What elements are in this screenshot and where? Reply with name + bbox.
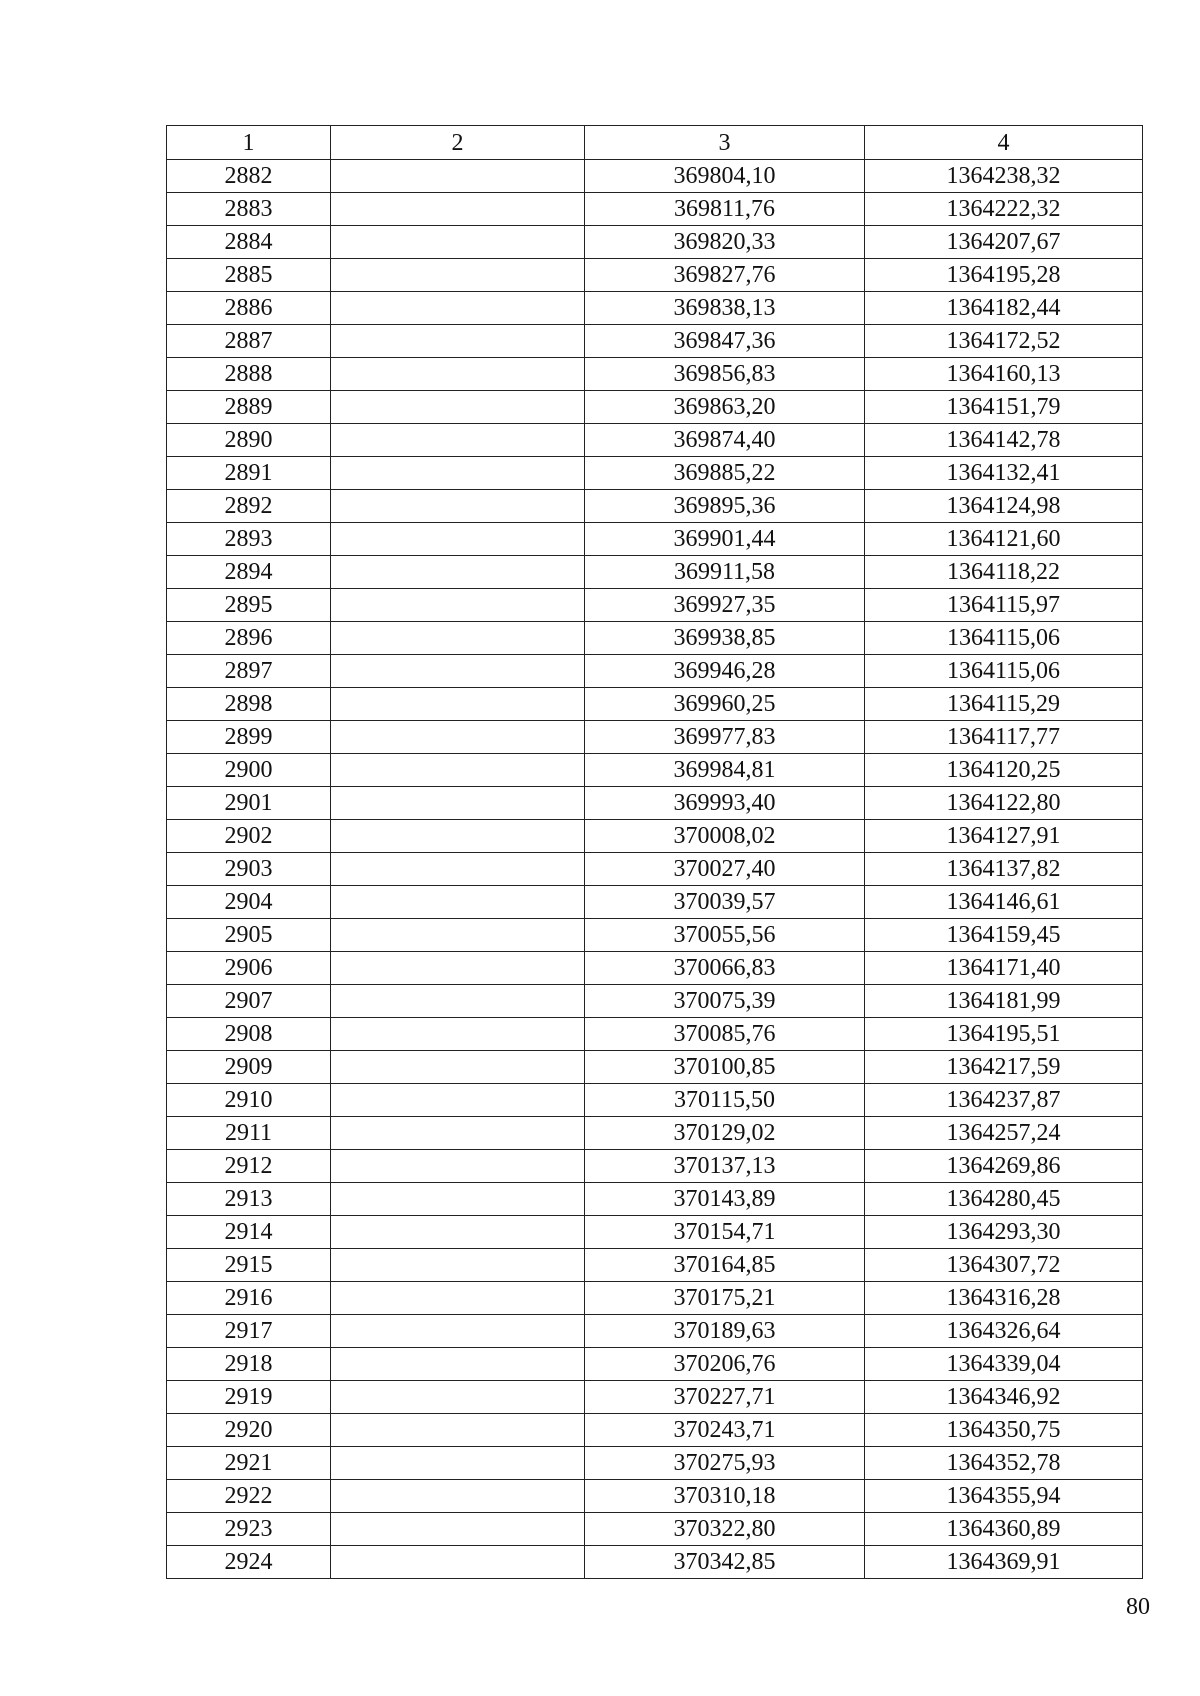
table-row: [167, 985, 1143, 1018]
table-row: [167, 226, 1143, 259]
table-row: [167, 358, 1143, 391]
table-header: [167, 126, 1143, 160]
y-coordinate-cell: 1364115,06: [865, 655, 1143, 688]
page-number: 80: [1126, 1594, 1150, 1620]
point-number-cell: 2887: [167, 325, 331, 358]
column-2-cell: [331, 1315, 585, 1348]
x-coordinate-cell: 370085,76: [585, 1018, 865, 1051]
x-coordinate-cell: 369927,35: [585, 589, 865, 622]
column-2-cell: [331, 193, 585, 226]
x-coordinate-cell: 370189,63: [585, 1315, 865, 1348]
column-2-cell: [331, 952, 585, 985]
y-coordinate-cell: 1364160,13: [865, 358, 1143, 391]
table-row: [167, 523, 1143, 556]
x-coordinate-cell: 370175,21: [585, 1282, 865, 1315]
y-coordinate-cell: 1364118,22: [865, 556, 1143, 589]
column-2-cell: [331, 688, 585, 721]
y-coordinate-cell: 1364355,94: [865, 1480, 1143, 1513]
table-row: [167, 589, 1143, 622]
table-row: [167, 622, 1143, 655]
column-2-cell: [331, 1381, 585, 1414]
column-2-cell: [331, 556, 585, 589]
column-2-cell: [331, 160, 585, 193]
point-number-cell: 2903: [167, 853, 331, 886]
point-number-cell: 2897: [167, 655, 331, 688]
point-number-cell: 2923: [167, 1513, 331, 1546]
point-number-cell: 2900: [167, 754, 331, 787]
x-coordinate-cell: 369901,44: [585, 523, 865, 556]
point-number-cell: 2901: [167, 787, 331, 820]
x-coordinate-cell: 370129,02: [585, 1117, 865, 1150]
column-2-cell: [331, 985, 585, 1018]
point-number-cell: 2907: [167, 985, 331, 1018]
y-coordinate-cell: 1364326,64: [865, 1315, 1143, 1348]
table-body: [167, 160, 1143, 1579]
point-number-cell: 2894: [167, 556, 331, 589]
x-coordinate-cell: 369946,28: [585, 655, 865, 688]
column-2-cell: [331, 919, 585, 952]
x-coordinate-cell: 369977,83: [585, 721, 865, 754]
y-coordinate-cell: 1364222,32: [865, 193, 1143, 226]
y-coordinate-cell: 1364115,97: [865, 589, 1143, 622]
table-row: [167, 1480, 1143, 1513]
column-2-cell: [331, 787, 585, 820]
y-coordinate-cell: 1364237,87: [865, 1084, 1143, 1117]
x-coordinate-cell: 369820,33: [585, 226, 865, 259]
x-coordinate-cell: 370039,57: [585, 886, 865, 919]
point-number-cell: 2920: [167, 1414, 331, 1447]
x-coordinate-cell: 370154,71: [585, 1216, 865, 1249]
point-number-cell: 2921: [167, 1447, 331, 1480]
y-coordinate-cell: 1364171,40: [865, 952, 1143, 985]
table-row: [167, 1381, 1143, 1414]
y-coordinate-cell: 1364146,61: [865, 886, 1143, 919]
point-number-cell: 2892: [167, 490, 331, 523]
table-row: [167, 1282, 1143, 1315]
column-2-cell: [331, 259, 585, 292]
column-2-cell: [331, 1447, 585, 1480]
x-coordinate-cell: 370115,50: [585, 1084, 865, 1117]
table-row: [167, 490, 1143, 523]
x-coordinate-cell: 369895,36: [585, 490, 865, 523]
table-row: [167, 1117, 1143, 1150]
y-coordinate-cell: 1364151,79: [865, 391, 1143, 424]
x-coordinate-cell: 370055,56: [585, 919, 865, 952]
table-row: [167, 721, 1143, 754]
column-2-cell: [331, 589, 585, 622]
y-coordinate-cell: 1364369,91: [865, 1546, 1143, 1579]
y-coordinate-cell: 1364352,78: [865, 1447, 1143, 1480]
column-2-cell: [331, 1480, 585, 1513]
x-coordinate-cell: 370100,85: [585, 1051, 865, 1084]
table-row: [167, 259, 1143, 292]
column-2-cell: [331, 325, 585, 358]
y-coordinate-cell: 1364293,30: [865, 1216, 1143, 1249]
column-2-cell: [331, 1414, 585, 1447]
x-coordinate-cell: 369993,40: [585, 787, 865, 820]
x-coordinate-cell: 369911,58: [585, 556, 865, 589]
table-row: [167, 655, 1143, 688]
x-coordinate-cell: 370008,02: [585, 820, 865, 853]
y-coordinate-cell: 1364182,44: [865, 292, 1143, 325]
y-coordinate-cell: 1364360,89: [865, 1513, 1143, 1546]
table-row: [167, 820, 1143, 853]
column-2-cell: [331, 523, 585, 556]
header-cell-1: 1: [167, 126, 331, 160]
table-row: [167, 1315, 1143, 1348]
y-coordinate-cell: 1364115,06: [865, 622, 1143, 655]
table-row: [167, 193, 1143, 226]
point-number-cell: 2895: [167, 589, 331, 622]
x-coordinate-cell: 369838,13: [585, 292, 865, 325]
column-2-cell: [331, 1183, 585, 1216]
column-2-cell: [331, 721, 585, 754]
y-coordinate-cell: 1364238,32: [865, 160, 1143, 193]
y-coordinate-cell: 1364127,91: [865, 820, 1143, 853]
y-coordinate-cell: 1364316,28: [865, 1282, 1143, 1315]
y-coordinate-cell: 1364115,29: [865, 688, 1143, 721]
x-coordinate-cell: 370342,85: [585, 1546, 865, 1579]
column-2-cell: [331, 358, 585, 391]
y-coordinate-cell: 1364280,45: [865, 1183, 1143, 1216]
column-2-cell: [331, 1282, 585, 1315]
point-number-cell: 2902: [167, 820, 331, 853]
x-coordinate-cell: 369863,20: [585, 391, 865, 424]
y-coordinate-cell: 1364132,41: [865, 457, 1143, 490]
point-number-cell: 2919: [167, 1381, 331, 1414]
x-coordinate-cell: 370164,85: [585, 1249, 865, 1282]
column-2-cell: [331, 1249, 585, 1282]
y-coordinate-cell: 1364350,75: [865, 1414, 1143, 1447]
header-row: [167, 126, 1143, 160]
column-2-cell: [331, 820, 585, 853]
point-number-cell: 2922: [167, 1480, 331, 1513]
point-number-cell: 2904: [167, 886, 331, 919]
table-row: [167, 1348, 1143, 1381]
point-number-cell: 2896: [167, 622, 331, 655]
y-coordinate-cell: 1364159,45: [865, 919, 1143, 952]
header-cell-2: 2: [331, 126, 585, 160]
table-row: [167, 787, 1143, 820]
table-row: [167, 1513, 1143, 1546]
x-coordinate-cell: 369938,85: [585, 622, 865, 655]
x-coordinate-cell: 370275,93: [585, 1447, 865, 1480]
y-coordinate-cell: 1364117,77: [865, 721, 1143, 754]
point-number-cell: 2911: [167, 1117, 331, 1150]
x-coordinate-cell: 370075,39: [585, 985, 865, 1018]
y-coordinate-cell: 1364217,59: [865, 1051, 1143, 1084]
table-row: [167, 325, 1143, 358]
column-2-cell: [331, 754, 585, 787]
column-2-cell: [331, 1216, 585, 1249]
x-coordinate-cell: 370310,18: [585, 1480, 865, 1513]
x-coordinate-cell: 369960,25: [585, 688, 865, 721]
point-number-cell: 2908: [167, 1018, 331, 1051]
point-number-cell: 2912: [167, 1150, 331, 1183]
x-coordinate-cell: 369885,22: [585, 457, 865, 490]
table-row: [167, 1051, 1143, 1084]
table-row: [167, 886, 1143, 919]
table-row: [167, 457, 1143, 490]
y-coordinate-cell: 1364122,80: [865, 787, 1143, 820]
column-2-cell: [331, 1051, 585, 1084]
x-coordinate-cell: 370322,80: [585, 1513, 865, 1546]
point-number-cell: 2917: [167, 1315, 331, 1348]
point-number-cell: 2893: [167, 523, 331, 556]
table-row: [167, 1249, 1143, 1282]
table-row: [167, 1018, 1143, 1051]
table-row: [167, 919, 1143, 952]
x-coordinate-cell: 369984,81: [585, 754, 865, 787]
coordinates-table: [166, 125, 1143, 1579]
column-2-cell: [331, 292, 585, 325]
x-coordinate-cell: 370066,83: [585, 952, 865, 985]
x-coordinate-cell: 369847,36: [585, 325, 865, 358]
x-coordinate-cell: 370243,71: [585, 1414, 865, 1447]
table-row: [167, 556, 1143, 589]
header-cell-4: 4: [865, 126, 1143, 160]
table-row: [167, 688, 1143, 721]
point-number-cell: 2882: [167, 160, 331, 193]
point-number-cell: 2885: [167, 259, 331, 292]
column-2-cell: [331, 424, 585, 457]
y-coordinate-cell: 1364120,25: [865, 754, 1143, 787]
y-coordinate-cell: 1364269,86: [865, 1150, 1143, 1183]
table-row: [167, 1546, 1143, 1579]
point-number-cell: 2905: [167, 919, 331, 952]
column-2-cell: [331, 1348, 585, 1381]
x-coordinate-cell: 370143,89: [585, 1183, 865, 1216]
point-number-cell: 2918: [167, 1348, 331, 1381]
point-number-cell: 2924: [167, 1546, 331, 1579]
point-number-cell: 2886: [167, 292, 331, 325]
point-number-cell: 2898: [167, 688, 331, 721]
header-cell-3: 3: [585, 126, 865, 160]
column-2-cell: [331, 655, 585, 688]
point-number-cell: 2888: [167, 358, 331, 391]
point-number-cell: 2906: [167, 952, 331, 985]
x-coordinate-cell: 370206,76: [585, 1348, 865, 1381]
point-number-cell: 2915: [167, 1249, 331, 1282]
point-number-cell: 2909: [167, 1051, 331, 1084]
column-2-cell: [331, 1546, 585, 1579]
point-number-cell: 2889: [167, 391, 331, 424]
column-2-cell: [331, 1117, 585, 1150]
table-row: [167, 391, 1143, 424]
column-2-cell: [331, 886, 585, 919]
column-2-cell: [331, 391, 585, 424]
x-coordinate-cell: 369804,10: [585, 160, 865, 193]
table-row: [167, 424, 1143, 457]
y-coordinate-cell: 1364307,72: [865, 1249, 1143, 1282]
x-coordinate-cell: 369874,40: [585, 424, 865, 457]
y-coordinate-cell: 1364195,51: [865, 1018, 1143, 1051]
column-2-cell: [331, 1513, 585, 1546]
x-coordinate-cell: 369827,76: [585, 259, 865, 292]
y-coordinate-cell: 1364339,04: [865, 1348, 1143, 1381]
y-coordinate-cell: 1364195,28: [865, 259, 1143, 292]
y-coordinate-cell: 1364207,67: [865, 226, 1143, 259]
table-row: [167, 754, 1143, 787]
y-coordinate-cell: 1364121,60: [865, 523, 1143, 556]
table-row: [167, 1447, 1143, 1480]
y-coordinate-cell: 1364346,92: [865, 1381, 1143, 1414]
column-2-cell: [331, 622, 585, 655]
column-2-cell: [331, 457, 585, 490]
column-2-cell: [331, 226, 585, 259]
point-number-cell: 2913: [167, 1183, 331, 1216]
y-coordinate-cell: 1364142,78: [865, 424, 1143, 457]
column-2-cell: [331, 853, 585, 886]
x-coordinate-cell: 370027,40: [585, 853, 865, 886]
point-number-cell: 2899: [167, 721, 331, 754]
column-2-cell: [331, 1084, 585, 1117]
x-coordinate-cell: 370137,13: [585, 1150, 865, 1183]
y-coordinate-cell: 1364124,98: [865, 490, 1143, 523]
point-number-cell: 2916: [167, 1282, 331, 1315]
column-2-cell: [331, 490, 585, 523]
y-coordinate-cell: 1364137,82: [865, 853, 1143, 886]
table-row: [167, 1216, 1143, 1249]
point-number-cell: 2914: [167, 1216, 331, 1249]
x-coordinate-cell: 369856,83: [585, 358, 865, 391]
point-number-cell: 2910: [167, 1084, 331, 1117]
y-coordinate-cell: 1364181,99: [865, 985, 1143, 1018]
table-row: [167, 1084, 1143, 1117]
y-coordinate-cell: 1364257,24: [865, 1117, 1143, 1150]
column-2-cell: [331, 1018, 585, 1051]
point-number-cell: 2890: [167, 424, 331, 457]
point-number-cell: 2891: [167, 457, 331, 490]
point-number-cell: 2884: [167, 226, 331, 259]
table-row: [167, 853, 1143, 886]
table-row: [167, 1150, 1143, 1183]
x-coordinate-cell: 369811,76: [585, 193, 865, 226]
table-row: [167, 1414, 1143, 1447]
x-coordinate-cell: 370227,71: [585, 1381, 865, 1414]
point-number-cell: 2883: [167, 193, 331, 226]
table-row: [167, 292, 1143, 325]
table-row: [167, 952, 1143, 985]
column-2-cell: [331, 1150, 585, 1183]
table-row: [167, 1183, 1143, 1216]
table-row: [167, 160, 1143, 193]
y-coordinate-cell: 1364172,52: [865, 325, 1143, 358]
